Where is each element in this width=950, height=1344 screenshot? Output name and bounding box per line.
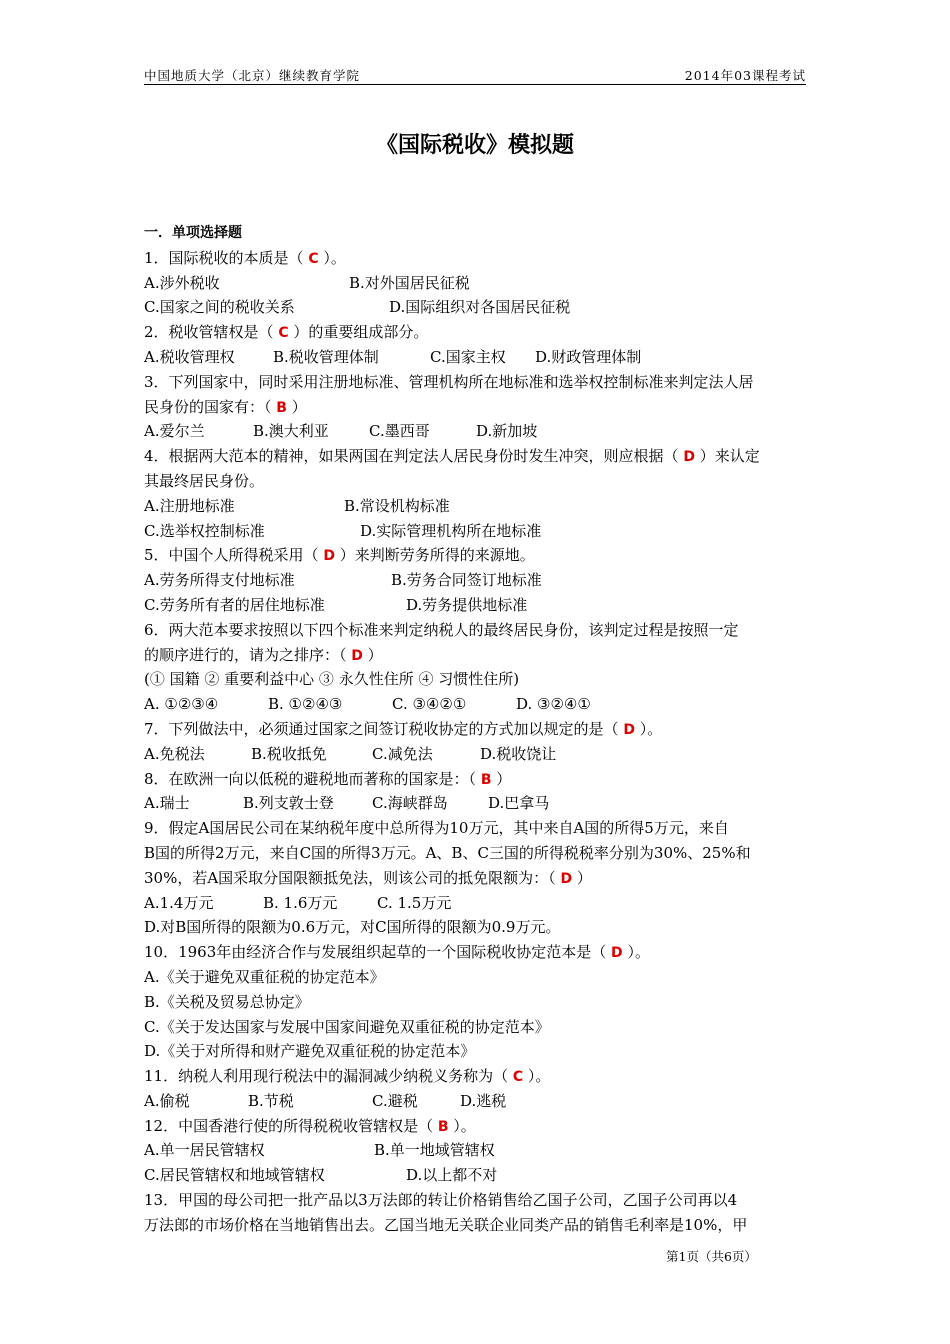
question-list	[144, 221, 808, 1238]
answer-7: D	[623, 721, 635, 738]
option: C.海峡群岛	[372, 794, 448, 813]
options-row	[144, 345, 808, 370]
header-right: 2014年03课程考试	[684, 68, 806, 83]
option: C. 1.5万元	[377, 893, 452, 912]
options-row	[144, 692, 808, 717]
option: B.澳大利亚	[253, 422, 329, 441]
option: C.墨西哥	[369, 422, 430, 441]
question-12: 12．中国香港行使的所得税税收管辖权是（ B ）。	[144, 1116, 476, 1135]
option: A.劳务所得支付地标准	[144, 571, 295, 590]
option: A.免税法	[144, 744, 205, 763]
option: B.对外国居民征税	[349, 273, 470, 292]
question-6-cont: 的顺序进行的，请为之排序：（ D ）	[144, 645, 383, 664]
option: A.偷税	[144, 1091, 190, 1110]
option: B. ①②④③	[268, 695, 343, 714]
option: D.以上都不对	[406, 1166, 498, 1185]
option: D.对B国所得的限额为0.6万元，对C国所得的限额为0.9万元。	[144, 918, 561, 937]
options-row	[144, 295, 808, 320]
option: C.《关于发达国家与发展中国家间避免双重征税的协定范本》	[144, 1017, 550, 1036]
question-6: 6．两大范本要求按照以下四个标准来判定纳税人的最终居民身份，该判定过程是按照一定	[144, 620, 739, 639]
option: A.涉外税收	[144, 273, 220, 292]
option: A.单一居民管辖权	[144, 1141, 265, 1160]
option: A.1.4万元	[144, 893, 214, 912]
option: D.劳务提供地标准	[406, 595, 528, 614]
option: A. ①②③④	[144, 695, 219, 714]
question-9-cont: 30%，若A国采取分国限额抵免法，则该公司的抵免限额为：（ D ）	[144, 868, 592, 887]
question-8: 8．在欧洲一向以低税的避税地而著称的国家是：（ B ）	[144, 769, 512, 788]
question-10: 10．1963年由经济合作与发展组织起草的一个国际税收协定范本是（ D ）。	[144, 943, 650, 962]
page-number: 第1页（共6页）	[666, 1249, 757, 1264]
option: B.节税	[248, 1091, 294, 1110]
question-3-cont: 民身份的国家有：（ B ）	[144, 397, 307, 416]
question-9-cont: B国的所得2万元，来自C国的所得3万元。A、B、C三国的所得税税率分别为30%、25%和	[144, 843, 751, 862]
answer-3: B	[276, 399, 287, 416]
option: A.注册地标准	[144, 496, 235, 515]
option: C.减免法	[372, 744, 433, 763]
option: D.新加坡	[476, 422, 538, 441]
option: C.国家之间的税收关系	[144, 298, 295, 317]
question-7: 7．下列做法中，必须通过国家之间签订税收协定的方式加以规定的是（ D ）。	[144, 719, 663, 738]
option: D.《关于对所得和财产避免双重征税的协定范本》	[144, 1042, 476, 1061]
question-4-cont: 其最终居民身份。	[144, 471, 265, 490]
question-11: 11．纳税人利用现行税法中的漏洞减少纳税义务称为（ C ）。	[144, 1067, 551, 1086]
options-row	[144, 1138, 808, 1163]
header-left: 中国地质大学（北京）继续教育学院	[144, 68, 361, 83]
option: A.爱尔兰	[144, 422, 205, 441]
options-row	[144, 1089, 808, 1114]
answer-1: C	[308, 250, 319, 267]
option: C.选举权控制标准	[144, 521, 265, 540]
answer-12: B	[437, 1118, 449, 1135]
page-header	[144, 66, 806, 85]
option: D.巴拿马	[488, 794, 550, 813]
option: D. ③②④①	[516, 695, 591, 714]
question-6-criteria: (① 国籍 ② 重要利益中心 ③ 永久性住所 ④ 习惯性住所)	[144, 670, 520, 689]
options-row	[144, 419, 808, 444]
option: B.税收管理体制	[273, 347, 379, 366]
options-row	[144, 593, 808, 618]
option: A.瑞士	[144, 794, 190, 813]
option: D.财政管理体制	[535, 347, 642, 366]
option: A.税收管理权	[144, 347, 235, 366]
option: C.居民管辖权和地域管辖权	[144, 1166, 325, 1185]
option: D.逃税	[460, 1091, 507, 1110]
option: D.国际组织对各国居民征税	[389, 298, 571, 317]
options-row	[144, 519, 808, 544]
option: C.避税	[372, 1091, 418, 1110]
options-row	[144, 1163, 808, 1188]
options-row	[144, 271, 808, 296]
answer-8: B	[480, 771, 492, 788]
answer-6: D	[351, 647, 363, 664]
question-3: 3．下列国家中，同时采用注册地标准、管理机构所在地标准和选举权控制标准来判定法人居	[144, 372, 754, 391]
option: B.税收抵免	[251, 744, 327, 763]
answer-4: D	[683, 449, 695, 466]
options-row	[144, 742, 808, 767]
option: C.劳务所有者的居住地标准	[144, 595, 325, 614]
question-13-cont: 万法郎的市场价格在当地销售出去。乙国当地无关联企业同类产品的销售毛利率是10%，甲	[144, 1215, 748, 1234]
option: A.《关于避免双重征税的协定范本》	[144, 967, 385, 986]
question-13: 13．甲国的母公司把一批产品以3万法郎的转让价格销售给乙国子公司，乙国子公司再以4	[144, 1191, 738, 1210]
document-title: 《国际税收》模拟题	[375, 133, 574, 158]
answer-5: D	[323, 548, 335, 565]
option: C.国家主权	[430, 347, 506, 366]
question-9: 9．假定A国居民公司在某纳税年度中总所得为10万元，其中来自A国的所得5万元，来自	[144, 819, 729, 838]
options-row	[144, 494, 808, 519]
option: B.劳务合同签订地标准	[391, 571, 542, 590]
options-row	[144, 568, 808, 593]
question-5: 5．中国个人所得税采用（ D ）来判断劳务所得的来源地。	[144, 546, 535, 565]
question-1: 1．国际税收的本质是（ C ）。	[144, 248, 346, 267]
option: B.常设机构标准	[344, 496, 450, 515]
option: B.单一地域管辖权	[374, 1141, 495, 1160]
answer-2: C	[278, 325, 289, 342]
option: C. ③④②①	[392, 695, 467, 714]
option: D.实际管理机构所在地标准	[360, 521, 542, 540]
answer-11: C	[512, 1069, 524, 1086]
option: B.《关税及贸易总协定》	[144, 992, 310, 1011]
option: D.税收饶让	[480, 744, 557, 763]
options-row	[144, 891, 808, 916]
options-row	[144, 791, 808, 816]
option: B.列支敦士登	[243, 794, 334, 813]
option: B. 1.6万元	[263, 893, 338, 912]
section-heading: 一．单项选择题	[144, 225, 242, 241]
question-2: 2．税收管辖权是（ C ）的重要组成部分。	[144, 323, 429, 342]
question-4: 4．根据两大范本的精神，如果两国在判定法人居民身份时发生冲突，则应根据（ D ）来认定	[144, 447, 760, 466]
answer-9: D	[560, 870, 573, 887]
answer-10: D	[611, 945, 623, 962]
